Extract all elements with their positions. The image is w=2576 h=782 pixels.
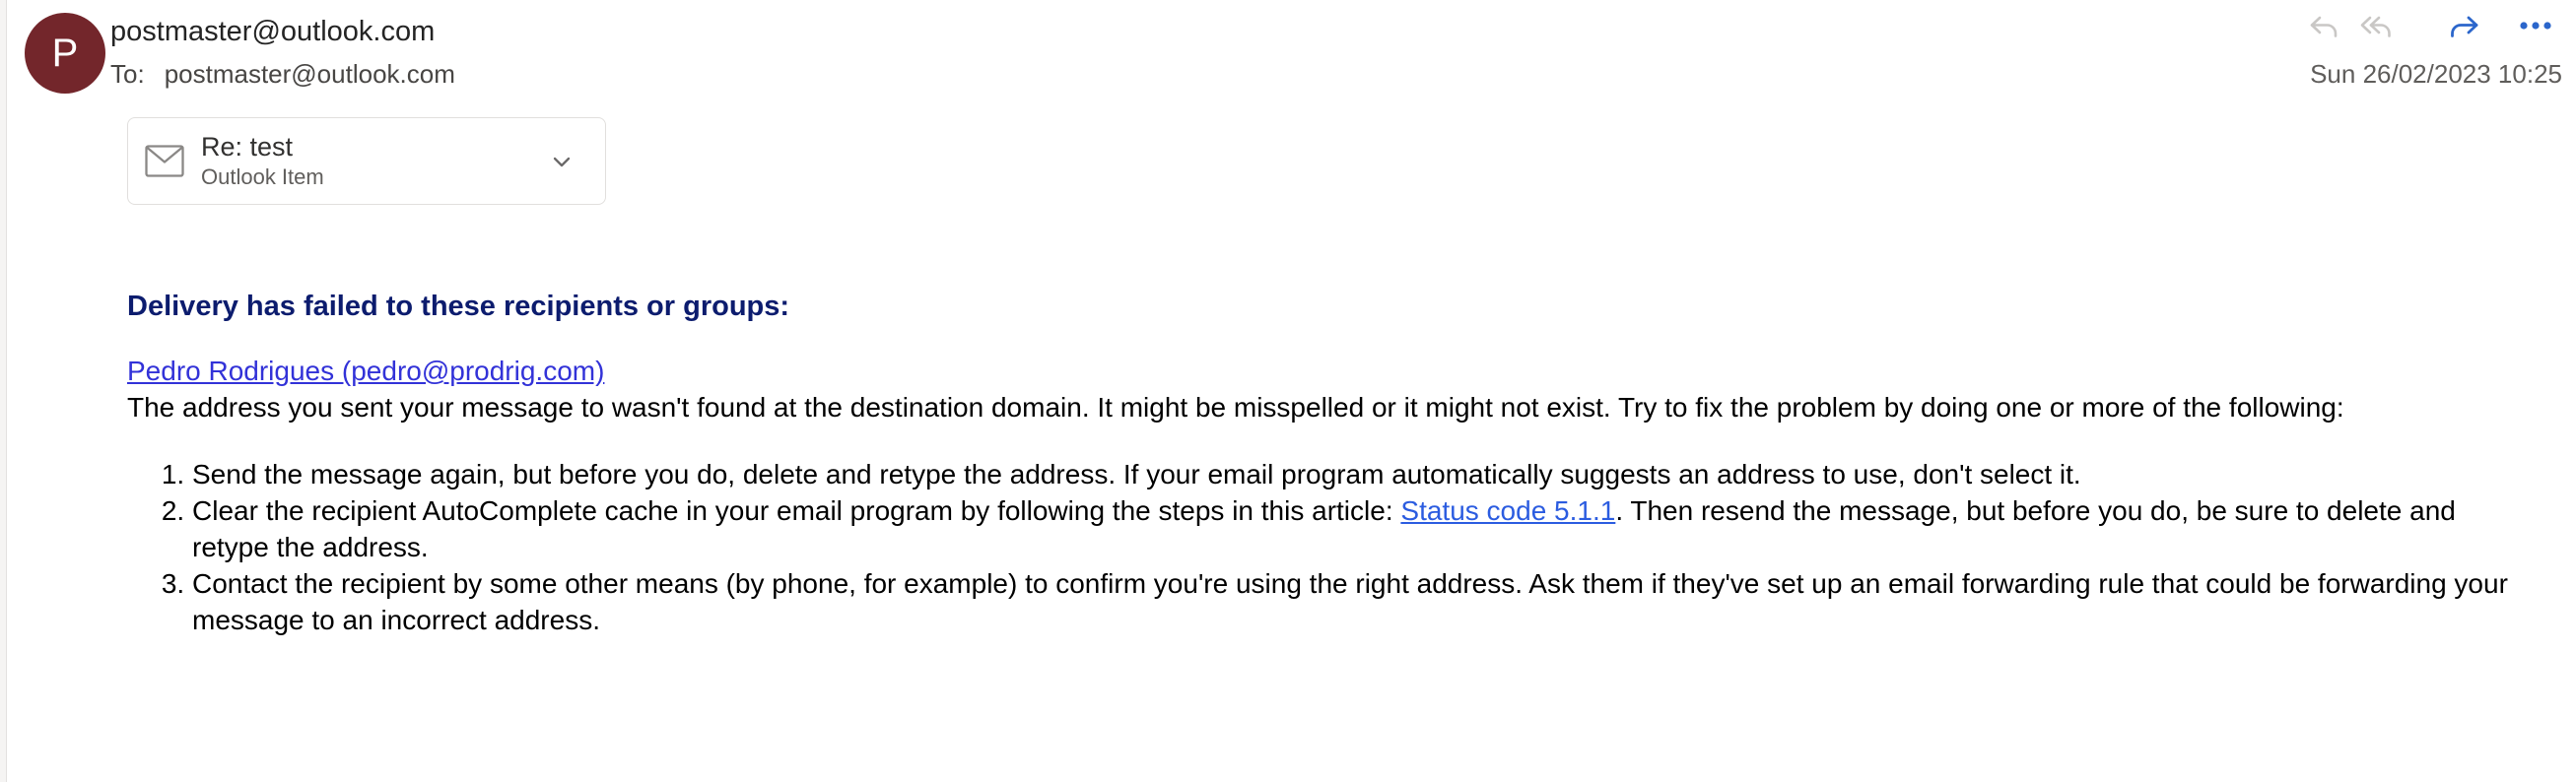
chevron-down-icon[interactable] [548, 148, 576, 175]
step-text: Clear the recipient AutoComplete cache in your email program by following the steps in this article: [192, 495, 1401, 526]
reply-all-icon[interactable] [2357, 10, 2397, 49]
attachment-subtitle: Outlook Item [201, 164, 324, 189]
attachment-info [201, 131, 548, 191]
failure-explanation: The address you sent your message to wasn't found at the destination domain. It might be misspelled or it might not exist. Try to fix the problem by doing one or more of the following: [127, 392, 2344, 423]
failed-recipient-link[interactable]: Pedro Rodrigues (pedro@prodrig.com) [127, 356, 605, 386]
delivery-failed-heading: Delivery has failed to these recipients or groups: [127, 291, 790, 322]
attachment-title: Re: test [201, 132, 294, 162]
pane-divider [0, 0, 7, 782]
recipient-line [110, 57, 455, 91]
to-recipient-address[interactable]: postmaster@outlook.com [164, 59, 455, 89]
avatar[interactable]: P [25, 13, 105, 94]
message-body [127, 289, 2533, 638]
status-code-link[interactable]: Status code 5.1.1 [1400, 495, 1616, 526]
step-text: Contact the recipient by some other means (by phone, for example) to confirm you're using the right address. Ask them if they've set up an email forwarding rule that could be forwarding your message to an incorrect address. [192, 568, 2508, 635]
to-label: To: [110, 59, 145, 89]
step-text: . Then resend the message, but before you do, be sure to delete and retype the address. [192, 495, 2456, 562]
attachment-card[interactable] [127, 117, 606, 205]
fix-steps-list [127, 456, 2533, 638]
list-item [192, 456, 2533, 492]
list-item [192, 492, 2533, 565]
message-toolbar [2304, 10, 2555, 49]
reply-icon[interactable] [2304, 10, 2343, 49]
step-text: Send the message again, but before you do, delete and retype the address. If your email program automatically suggests an address to use, don't select it. [192, 459, 2081, 489]
message-timestamp: Sun 26/02/2023 10:25 [2310, 59, 2562, 89]
sender-address[interactable]: postmaster@outlook.com [110, 16, 436, 47]
envelope-icon [145, 145, 184, 177]
more-options-icon[interactable] [2516, 10, 2555, 49]
list-item [192, 565, 2533, 638]
message-header [0, 0, 2576, 117]
forward-icon[interactable] [2445, 10, 2484, 49]
failed-recipient-line [127, 353, 2533, 389]
